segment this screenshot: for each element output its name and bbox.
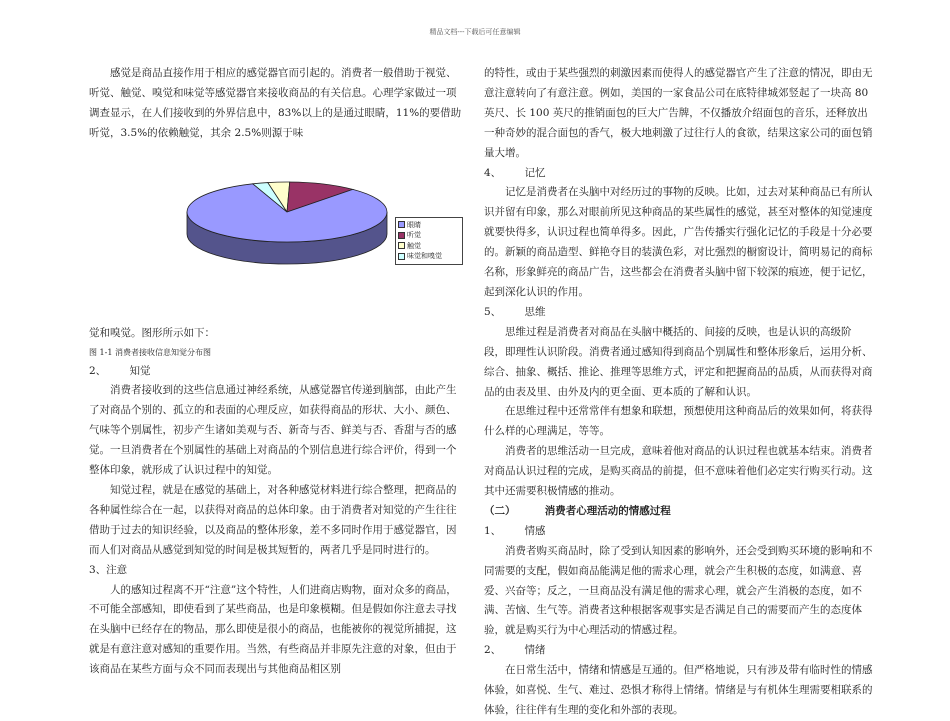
section-heading-emotion: （二） 消费者心理活动的情感过程	[484, 504, 671, 517]
chart-legend	[395, 217, 463, 265]
heading-attention: 3、注意	[89, 563, 128, 576]
paragraph-emotion-2: 在日常生活中，情绪和情感是互通的。但严格地说，只有涉及带有临时性的情感体验，如喜悦、生气、难过、恐惧才称得上情绪。情绪是与有机体生理需要相联系的体验，往往伴有生理的变化和外部的表现。	[484, 664, 873, 716]
pie-chart	[89, 150, 465, 322]
legend-item	[398, 220, 460, 231]
legend-item	[398, 241, 460, 252]
paragraph-thinking-3: 消费者的思维活动一旦完成，意味着他对商品的认识过程也就基本结束。消费者对商品认识过程的完成，是购买商品的前提，但不意味着他们必定实行购买行动。这其中还需要积极情感的推动。	[484, 445, 873, 498]
right-column	[484, 64, 876, 721]
heading-emotion-1: 1、 情感	[484, 524, 546, 537]
legend-item	[398, 230, 460, 241]
legend-label: 听觉	[407, 231, 421, 240]
paragraph-thinking-1b: 段，即理性认识阶段。消费者通过感知得到商品个别属性和整体形象后，运用分析、综合、抽象、概括、推论、推理等思维方式，评定和把握商品的品质，从而获得对商品的由表及里、由外及内的更全面、更本质的了解和认识。	[484, 345, 873, 398]
paragraph-sense: 感觉是商品直接作用于相应的感觉器官而引起的。消费者一般借助于视觉、听觉、触觉、嗅觉和味觉等感觉器官来接收商品的有关信息。心理学家做过一项调查显示，在人们接收到的外界信息中，83%以上的是通过眼睛，11%的要借助听觉，3.5%的依赖触觉，其余 2.5%则源于味	[89, 67, 462, 139]
paragraph-perception-2: 知觉过程，就是在感觉的基础上，对各种感觉材料进行综合整理，把商品的各种属性综合在一起，以获得对商品的总体印象。由于消费者对知觉的产生往往借助于过去的知识经验，以及商品的整体形象，差不多同时作用于感觉器官，因而人们对商品从感觉到知觉的时间是极其短暂的，两者几乎是同时进行的。	[89, 483, 457, 556]
paragraph-emotion-1: 消费者购买商品时，除了受到认知因素的影响外，还会受到购买环境的影响和不同需要的支配，假如商品能满足他的需求心理，就会产生积极的态度，如满意、喜爱、兴奋等；反之，一旦商品没有满足他的需求心理，就会产生消极的态度，如不满、苦恼、生气等。消费者这种根据客观事实是否满足自己的需要而产生的态度体验，就是购买行为中心理活动的情感过程。	[484, 544, 873, 637]
legend-swatch	[398, 253, 405, 260]
header-note: 精品文档---下载后可任意编辑	[429, 28, 521, 36]
legend-swatch	[398, 221, 405, 228]
paragraph-perception-1: 消费者接收到的这些信息通过神经系统，从感觉器官传递到脑部，由此产生了对商品个别的、孤立的和表面的心理反应，如获得商品的形状、大小、颜色、气味等个别属性，初步产生诸如美观与否、新奇与否、鲜美与否、香甜与否的感觉。一旦消费者在个别属性的基础上对商品的个别信息进行综合评价，得到一个整体印象，就形成了认识过程中的知觉。	[89, 384, 457, 477]
paragraph-thinking-1a: 思维过程是消费者对商品在头脑中概括的、间接的反映，也是认识的高级阶	[505, 325, 852, 338]
legend-swatch	[398, 242, 405, 249]
heading-emotion-2: 2、 情绪	[484, 644, 546, 657]
paragraph-thinking-2: 在思维过程中还常常伴有想象和联想，预想使用这种商品后的效果如何，将获得什么样的心理满足，等等。	[484, 405, 873, 438]
paragraph-memory: 记忆是消费者在头脑中对经历过的事物的反映。比如，过去对某种商品已有所认识并留有印象，那么对眼前所见这种商品的某些属性的感觉，甚至对整体的知觉速度就要快得多，认识过程也简单得多。因此，广告传播实行强化记忆的手段是十分必要的。新颖的商品造型、鲜艳夺目的装潢色彩，对比强烈的橱窗设计，简明易记的商标名称，形象鲜亮的商品广告，这些都会在消费者头脑中留下较深的痕迹，便于记忆，起到深化认识的作用。	[484, 186, 873, 298]
legend-item	[398, 251, 460, 262]
legend-swatch	[398, 232, 405, 239]
paragraph-attention: 人的感知过程离不开“注意”这个特性，人们进商店购物，面对众多的商品，不可能全部感知，即使看到了某些商品，也是印象模糊。但是假如你注意去寻找在头脑中已经存在的物品，那么即使是很小的商品，也能被你的视觉所捕捉，这就是有意注意对感知的重要作用。当然，有些商品并非原先注意的对象，但由于该商品在某些方面与众不同而表现出与其他商品相区别	[89, 583, 457, 676]
pie-chart-svg	[185, 174, 395, 294]
legend-label: 触觉	[407, 241, 421, 250]
heading-thinking: 5、 思维	[484, 305, 546, 318]
legend-label: 味觉和嗅觉	[407, 252, 442, 261]
paragraph-sense-cont: 觉和嗅觉。图形所示如下：	[89, 326, 215, 339]
left-column	[89, 64, 465, 680]
legend-label: 眼睛	[407, 220, 421, 229]
paragraph-attention-cont: 的特性，或由于某些强烈的刺激因素而使得人的感觉器官产生了注意的情况，即由无意注意转向了有意注意。例如，美国的一家食品公司在底特律城郊竖起了一块高 80 英尺、长 100 英尺的推销面包的巨大广告牌，不仅播放介绍面包的音乐，还释放出一种奇妙的混合面包的香气，极大地刺激了过往行人的食欲，结果这家公司的面包销量大增。	[484, 67, 873, 159]
heading-perception: 2、 知觉	[89, 364, 151, 377]
heading-memory: 4、 记忆	[484, 166, 546, 179]
figure-caption: 图 1-1 消费者接收信息知觉分布图	[89, 347, 211, 357]
